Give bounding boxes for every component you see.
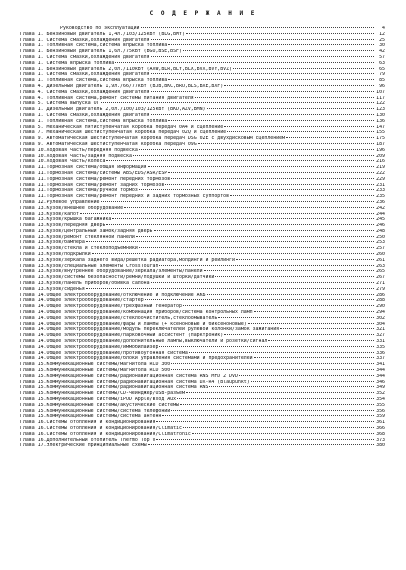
toc-entry-title: Глава 5. Система выпуска ОГ: [20, 101, 100, 107]
dot-leader: [192, 433, 374, 434]
toc-entry-title: Глава 14.Общее электрооборудование/модуль переключателей рулевой колонки/замок зажигания: [20, 327, 280, 333]
toc-entry-page: 222: [376, 170, 385, 176]
toc-entry-title: Глава 1. Система смазки,охлаждения двигателя: [20, 37, 150, 43]
toc-entry-title: Глава 10.Ходовая часть/передняя подвеска: [20, 147, 138, 153]
toc-entry-title: Глава 13.Кузов/передняя дверь: [20, 223, 106, 229]
toc-entry-title: Глава 15.Коммуникационные системы/iPOD Apple/вход Aux: [20, 397, 177, 402]
toc-entry-page: 290: [376, 304, 385, 310]
dot-leader: [204, 270, 374, 271]
dot-leader: [115, 62, 374, 63]
dot-leader: [286, 137, 374, 138]
dot-leader: [151, 73, 374, 74]
toc-entry-page: 123: [376, 107, 385, 113]
toc-entry-page: 352: [376, 391, 385, 397]
toc-entry-page: 250: [376, 234, 385, 240]
toc-entry-page: 25: [379, 37, 385, 43]
toc-entry-title: Глава 15.Коммуникационные системы/радионавигационная система RNS MFD 2 DVD: [20, 373, 238, 379]
toc-entry-title: Глава 1. Топливная система,система впрыска топлива: [20, 78, 168, 84]
toc-entry-page: 366: [376, 425, 385, 431]
toc-entry-page: 344: [376, 368, 385, 374]
dot-leader: [148, 166, 374, 167]
toc-entry-page: 336: [376, 350, 385, 356]
toc-entry-page: 236: [376, 199, 385, 205]
toc-entry-page: 361: [376, 420, 385, 426]
toc-entry-title: Глава 13.Кузов/системы безопасности/ремни/подушки и шторки/датчики: [20, 275, 215, 281]
toc-entry-page: 257: [376, 246, 385, 252]
toc-entry-page: 279: [376, 286, 385, 292]
toc-entry-page: 196: [376, 147, 385, 153]
dot-leader: [195, 97, 374, 98]
toc-entry-title: Глава 14.Общее электрооборудование/иммобилайзер: [20, 344, 159, 350]
dot-leader: [171, 410, 374, 411]
toc-entry-title: Глава 5. Механическая пятиступенчатая коробка передач 0А4 и сцепление: [20, 124, 224, 130]
dot-leader: [209, 386, 374, 387]
dot-leader: [156, 421, 374, 422]
toc-entry-page: 337: [376, 356, 385, 362]
toc-entry-page: 344: [376, 373, 385, 379]
toc-entry-title: Глава 10.Ходовая часть/задняя подвеска: [20, 153, 132, 159]
dot-leader: [101, 201, 375, 202]
toc-entry-page: 354: [376, 397, 385, 402]
toc-entry-title: Глава 13.Кузов/специальные элементы CrossTouran: [20, 263, 159, 269]
toc-entry-page: 42: [379, 49, 385, 55]
toc-entry-title: Глава 1. Система впрыска топлива: [20, 60, 115, 66]
dot-leader: [106, 160, 374, 161]
toc-entry-title: Глава 9. Автоматическая шестиступенчатая коробка передач DSG 02E с двухдисковым сцеплением: [20, 136, 285, 142]
toc-entry-page: 107: [376, 89, 385, 95]
dot-leader: [151, 39, 374, 40]
dot-leader: [186, 33, 374, 34]
toc-entry-page: 346: [376, 379, 385, 385]
toc-entry-page: 267: [376, 275, 385, 281]
toc-entry-page: 235: [376, 194, 385, 200]
toc-entry-page: 155: [376, 130, 385, 136]
dot-leader: [106, 224, 374, 225]
toc-entry-page: 57: [379, 54, 385, 60]
dot-leader: [145, 299, 374, 300]
toc-entry-page: 216: [376, 159, 385, 165]
toc-entry-page: 286: [376, 292, 385, 298]
toc-entry-title: Глава 13.Кузов/капот: [20, 211, 79, 217]
toc-entry-page: 288: [376, 298, 385, 304]
toc-entry-page: 244: [376, 211, 385, 217]
dot-leader: [183, 427, 374, 428]
dot-leader: [151, 282, 374, 283]
toc-entry-title: Глава 12.Рулевое управление: [20, 199, 100, 205]
dot-leader: [233, 68, 374, 69]
toc-entry-page: 349: [376, 385, 385, 391]
toc-entry: [20, 443, 385, 449]
toc-entry-page: 219: [376, 165, 385, 171]
toc-entry-title: Глава 14.Общее электрооборудование/парковочный ассистент (парктроник): [20, 333, 224, 339]
page-title: С О Д Е Р Ж А Н И Е: [149, 10, 257, 17]
toc-entry-title: Глава 14.Общее электрооборудование/отключение и подключение АКБ: [20, 292, 206, 298]
toc-entry-title: Глава 4. Дизельный двигатель 1,9л./66/77кВт (BJB,BKC,BRU,BLS,BXE,BXF): [20, 83, 224, 89]
toc-entry-page: 321: [376, 327, 385, 333]
toc-entry-page: 147: [376, 124, 385, 130]
toc-entry-page: 245: [376, 217, 385, 223]
toc-entry-title: Глава 13.Кузов/подкрылки: [20, 252, 91, 258]
toc-entry-title: Глава 13.Кузов/внешнее оборудование: [20, 205, 124, 211]
toc-entry-page: 327: [376, 333, 385, 339]
toc-entry-page: 229: [376, 176, 385, 182]
toc-entry-page: 331: [376, 339, 385, 345]
toc-entry-page: 341: [376, 362, 385, 368]
toc-entry-page: 335: [376, 344, 385, 350]
toc-entry-title: Глава 1. Система смазки,охлаждения двигателя: [20, 72, 150, 78]
dot-leader: [236, 259, 374, 260]
toc-entry-page: 130: [376, 112, 385, 118]
dot-leader: [171, 178, 374, 179]
toc-entry-title: Глава 1. Топливная система,система впрыска топлива: [20, 118, 168, 124]
toc-entry-title: Глава 15.Коммуникационные системы/система телефонии: [20, 408, 171, 414]
dot-leader: [154, 230, 375, 231]
toc-entry-title: Глава 16.Системы отопления и кондиционирования: [20, 420, 156, 426]
toc-entry-title: Глава 16.Системы отопления и кондиционирования/Climatic: [20, 425, 182, 431]
dot-leader: [168, 44, 374, 45]
toc-entry-title: Глава 11.Тормозная система/системы ABS/EDS/ASR/ESP: [20, 170, 168, 176]
toc-entry-title: Глава 11.Тормозная система/общая информация: [20, 165, 147, 171]
toc-entry-page: 355: [376, 402, 385, 408]
toc-entry-title: Глава 13.Кузов/внутреннее оборудование/зеркала/элементы/панели: [20, 269, 203, 275]
dot-leader: [80, 213, 374, 214]
toc-entry-page: 373: [376, 437, 385, 443]
dot-leader: [224, 334, 374, 335]
toc-entry-title: Глава 7. Механическая шестиступенчатая коробка передач 02Q и сцепление: [20, 130, 227, 136]
toc-entry-title: Глава 11.Тормозная система/ручной тормоз: [20, 188, 138, 194]
dot-leader: [139, 189, 374, 190]
dot-leader: [189, 352, 374, 353]
toc-entry-title: Глава 1. Система смазки,охлаждения двигателя: [20, 54, 150, 60]
toc-entry-title: Глава 14.Общее электрооборудование/фары и лампы (+ ксеноновые и биксеноновые): [20, 321, 247, 327]
toc-entry-page: 265: [376, 269, 385, 275]
dot-leader: [180, 404, 374, 405]
toc-entry-page: 187: [376, 141, 385, 147]
toc-entry-page: 12: [379, 31, 385, 37]
dot-leader: [148, 444, 374, 445]
toc-entry-title: Глава 1. Бензиновый двигатель 2,0л./110кВт (AXW,BLR,BLY,BLX,BVX,BVY,BVZ): [20, 66, 232, 72]
dot-leader: [230, 195, 374, 196]
toc-entry-title: Глава 14.Общее электрооборудование/трехфазный генератор: [20, 304, 182, 310]
toc-entry-page: 79: [379, 72, 385, 78]
toc-entry-page: 261: [376, 257, 385, 263]
dot-leader: [101, 102, 375, 103]
dot-leader: [198, 143, 374, 144]
toc-entry-title: Глава 10.Ходовая часть/колеса: [20, 159, 106, 165]
toc-entry-page: 30: [379, 43, 385, 49]
toc-entry-page: 63: [379, 60, 385, 66]
dot-leader: [227, 131, 374, 132]
toc-entry-title: Глава 4. Система смазки,охлаждения двигателя: [20, 89, 150, 95]
toc-entry-title: Глава 15.Коммуникационные системы/магнитола RCD 300: [20, 362, 171, 368]
dot-leader: [159, 265, 374, 266]
dot-leader: [218, 317, 374, 318]
toc-entry-title: Глава 15.Коммуникационные системы/CD-чейнджер/USB-разъем: [20, 391, 185, 397]
dot-leader: [141, 27, 375, 28]
dot-leader: [151, 91, 374, 92]
toc-entry-title: Глава 14.Общее электрооборудование/дополнительные лампы,выключатели и розетки/сигнал: [20, 339, 268, 345]
dot-leader: [133, 155, 374, 156]
toc-entry-page: 260: [376, 252, 385, 258]
dot-leader: [254, 357, 374, 358]
toc-entry-page: 294: [376, 310, 385, 316]
dot-leader: [86, 288, 374, 289]
table-of-contents: [20, 26, 385, 449]
toc-entry-title: Глава 13.Кузов/бампера: [20, 240, 85, 246]
dot-leader: [92, 253, 374, 254]
toc-entry-title: Глава 13.Кузов/зеркала заднего вида/решетка радиатора,молдинги и рейлинги: [20, 257, 235, 263]
dot-leader: [215, 276, 374, 277]
toc-entry-title: Глава 11.Тормозная система/ремонт передних тормозов: [20, 176, 171, 182]
toc-entry-page: 359: [376, 414, 385, 420]
dot-leader: [165, 184, 374, 185]
dot-leader: [224, 85, 374, 86]
dot-leader: [168, 172, 374, 173]
toc-entry-title: Глава 1. Топливная система,система впрыска топлива: [20, 43, 168, 49]
toc-entry-page: 248: [376, 228, 385, 234]
toc-entry-page: 231: [376, 182, 385, 188]
dot-leader: [151, 56, 374, 57]
toc-entry-page: 209: [376, 153, 385, 159]
dot-leader: [86, 241, 374, 242]
toc-entry-page: 85: [379, 78, 385, 84]
toc-entry-page: 233: [376, 188, 385, 194]
toc-entry-page: 246: [376, 223, 385, 229]
toc-entry-title: Глава 14.Общее электрооборудование/блоки управления системами и предохранителей: [20, 356, 253, 362]
toc-entry-title: Глава 1. Бензиновый двигатель 1,4л./103/125кВт (BLG,BMY): [20, 31, 185, 37]
toc-entry-page: 263: [376, 263, 385, 269]
toc-entry-title: Глава 13.Кузов/ремонт стеклянной панели: [20, 234, 135, 240]
toc-entry-page: 304: [376, 321, 385, 327]
toc-entry-page: 175: [376, 136, 385, 142]
dot-leader: [268, 340, 374, 341]
toc-entry-title: Глава 16.Системы отопления и кондиционирования/Climatronic: [20, 431, 191, 437]
toc-entry-title: Глава 9. Автоматическая шестиступенчатая коробка передач 09G: [20, 141, 197, 147]
toc-entry-title: Глава 15.Коммуникационные системы/радионавигационная система DX-R4 (Blaupunkt): [20, 379, 250, 385]
dot-leader: [254, 311, 374, 312]
dot-leader: [168, 120, 374, 121]
dot-leader: [171, 369, 374, 370]
toc-entry-title: Глава 15.Коммуникационные системы/радионавигационная система RNS: [20, 385, 209, 391]
toc-entry-title: Глава 13.Кузов/сиденья: [20, 286, 85, 292]
toc-entry-title: Глава 15.Коммуникационные системы/акустические системы: [20, 402, 179, 408]
toc-entry-title: Глава 16.Дополнительный отопитель Thermo Top V: [20, 437, 156, 443]
dot-leader: [124, 207, 374, 208]
toc-entry-page: 242: [376, 205, 385, 211]
toc-entry-page: 380: [376, 443, 385, 449]
dot-leader: [207, 108, 375, 109]
toc-entry-page: 122: [376, 101, 385, 107]
dot-leader: [207, 294, 375, 295]
toc-entry-title: Глава 14.Общее электрооборудование/комбинация приборов/система контрольных ламп: [20, 310, 253, 316]
toc-entry-title: Глава 13.Кузов/центральный замок/задняя дверь: [20, 228, 153, 234]
dot-leader: [136, 236, 374, 237]
toc-entry-page: 96: [379, 83, 385, 89]
dot-leader: [151, 114, 374, 115]
toc-entry-title: Глава 4. Топливная система,ремонт системы питания двигателя: [20, 95, 194, 101]
toc-entry-page: 136: [376, 118, 385, 124]
dot-leader: [280, 328, 374, 329]
toc-entry-page: 253: [376, 240, 385, 246]
dot-leader: [251, 381, 374, 382]
dot-leader: [177, 398, 374, 399]
toc-entry-title: Глава 13.Кузов/панель приборов/обивка салона: [20, 281, 150, 287]
dot-leader: [162, 415, 374, 416]
dot-leader: [183, 305, 374, 306]
dot-leader: [139, 247, 374, 248]
toc-entry-title: Глава 14.Общее электрооборудование/противоугонная система: [20, 350, 188, 356]
toc-entry-page: 271: [376, 281, 385, 287]
toc-entry-title: Глава 13.Кузов/стекла и стеклоподъемники: [20, 246, 138, 252]
dot-leader: [224, 126, 374, 127]
toc-entry-title: Глава 15.Коммуникационные системы/магнитола RCD 500: [20, 368, 171, 374]
toc-entry-page: 302: [376, 315, 385, 321]
toc-entry-title: Глава 11.Тормозная система/ремонт передних и задних тормозных суппортов: [20, 194, 230, 200]
toc-entry-title: Глава 17.Электрические принципиальные схемы: [20, 443, 147, 449]
toc-entry-title: Глава 14.Общее электрооборудование/стеклоочиститель,стеклоомыватель: [20, 315, 218, 321]
dot-leader: [186, 392, 374, 393]
toc-entry-title: Глава 1. Дизельный двигатель 2,0л./100/103/125кВт (BKD,AZV,BMN): [20, 107, 206, 113]
toc-entry-page: 4: [382, 26, 385, 31]
toc-entry-page: 117: [376, 95, 385, 101]
toc-entry-page: 356: [376, 408, 385, 414]
dot-leader: [248, 323, 374, 324]
toc-entry-page: 65: [379, 66, 385, 72]
dot-leader: [156, 439, 374, 440]
toc-entry-title: Глава 13.Кузов/крышка багажника: [20, 217, 112, 223]
toc-entry-page: 368: [376, 431, 385, 437]
toc-entry-title: Глава 11.Тормозная система/ремонт задних тормозов: [20, 182, 165, 188]
dot-leader: [171, 363, 374, 364]
toc-entry-title: Глава 1. Бензиновый двигатель 1,6л./75кВт (BGU,BSE,BSF): [20, 49, 182, 55]
dot-leader: [168, 79, 374, 80]
toc-entry-title: Глава 15.Коммуникационные системы/система антенн: [20, 414, 162, 420]
dot-leader: [112, 218, 374, 219]
dot-leader: [183, 50, 374, 51]
dot-leader: [139, 149, 374, 150]
dot-leader: [159, 346, 374, 347]
toc-entry-title: Руководство по эксплуатации: [60, 26, 140, 31]
dot-leader: [239, 375, 374, 376]
toc-entry-title: Глава 14.Общее электрооборудование/стартер: [20, 298, 144, 304]
toc-entry-title: Глава 1. Система смазки,охлаждения двигателя: [20, 112, 150, 118]
